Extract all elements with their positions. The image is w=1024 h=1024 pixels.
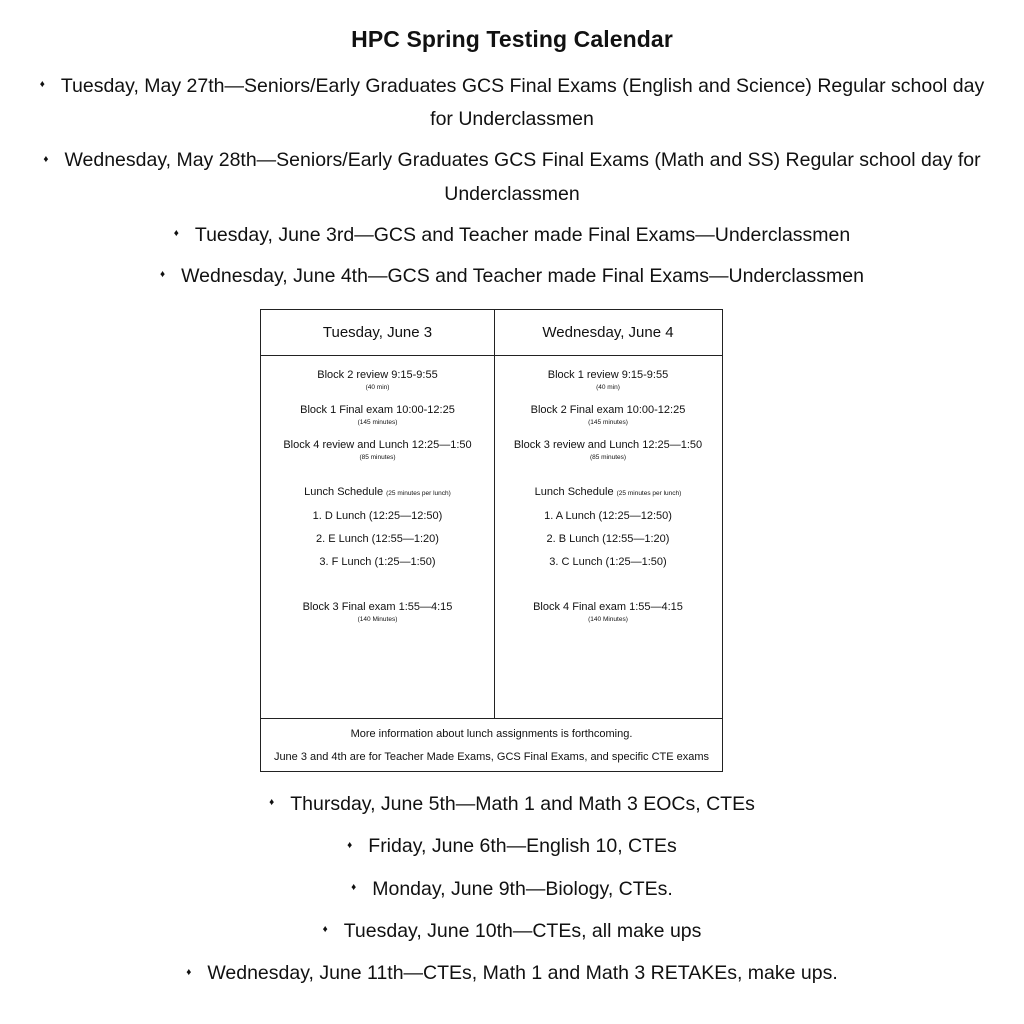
duration-note: (85 minutes) [589,454,627,461]
list-item [0,788,1024,821]
lunch-schedule-title [494,485,722,501]
lunch-note: (25 minutes per lunch) [386,490,451,497]
list-item-text: Tuesday, June 3rd—GCS and Teacher made Final Exams—Underclassmen [194,223,851,246]
list-item-text: Monday, June 9th—Biology, CTEs. [372,877,673,900]
lunch-item: 2. E Lunch (12:55—1:20) [316,533,439,545]
lunch-item: 1. D Lunch (12:25—12:50) [312,510,443,522]
duration-note: (40 min) [365,384,390,391]
duration-note: (145 minutes) [588,419,628,426]
lunch-note: (25 minutes per lunch) [616,490,682,497]
duration-note: (140 Minutes) [357,616,398,623]
review-row: Block 1 review 9:15-9:55 [547,369,669,381]
diamond-bullet-icon: ♦ [269,797,275,809]
diamond-bullet-icon: ♦ [39,79,45,91]
list-item-text: Tuesday, May 27th—Seniors/Early Graduates GCS Final Exams (English and Science) Regular school day for Underclassmen [60,75,985,131]
lunch-schedule-title [261,485,494,501]
final-exam-row: Block 2 Final exam 10:00-12:25 [530,404,686,416]
column-header: Wednesday, June 4 [542,324,674,341]
list-item [0,144,1024,210]
review-lunch-row: Block 4 review and Lunch 12:25—1:50 [283,439,472,451]
lunch-title-text: Lunch Schedule [534,486,614,498]
footer-note: June 3 and 4th are for Teacher Made Exams, GCS Final Exams, and specific CTE exams [273,751,710,763]
footer-note: More information about lunch assignments is forthcoming. [350,728,633,740]
list-item-text: Tuesday, June 10th—CTEs, all make ups [343,920,702,943]
duration-note: (85 minutes) [359,454,396,461]
lunch-title-text: Lunch Schedule [304,486,384,498]
list-item [0,915,1024,948]
list-item [0,219,1024,252]
list-item [0,70,1024,136]
diamond-bullet-icon: ♦ [351,882,357,894]
final-exam-row: Block 3 Final exam 1:55—4:15 [302,601,453,613]
lunch-item: 2. B Lunch (12:55—1:20) [546,533,670,545]
final-exam-row: Block 4 Final exam 1:55—4:15 [533,601,683,613]
diamond-bullet-icon: ♦ [347,839,353,851]
final-exam-row: Block 1 Final exam 10:00-12:25 [300,404,455,416]
diamond-bullet-icon: ♦ [160,269,166,281]
diamond-bullet-icon: ♦ [322,924,328,936]
lunch-item: 3. F Lunch (1:25—1:50) [319,556,436,568]
diamond-bullet-icon: ♦ [186,966,192,978]
wednesday-column [494,310,722,635]
list-item-text: Wednesday, June 4th—GCS and Teacher made Final Exams—Underclassmen [181,265,864,288]
lunch-item: 1. A Lunch (12:25—12:50) [544,510,672,522]
list-item [0,260,1024,293]
review-lunch-row: Block 3 review and Lunch 12:25—1:50 [513,439,703,451]
tuesday-column [261,310,494,635]
page-title: HPC Spring Testing Calendar [351,26,673,52]
schedule-footer [261,719,722,765]
duration-note: (145 minutes) [357,419,398,426]
list-item-text: Wednesday, June 11th—CTEs, Math 1 and Math 3 RETAKEs, make ups. [207,962,838,985]
list-item-text: Friday, June 6th—English 10, CTEs [368,835,677,858]
diamond-bullet-icon: ♦ [173,228,179,240]
list-item [0,830,1024,863]
column-header: Tuesday, June 3 [322,324,433,341]
list-item [0,957,1024,990]
top-schedule-list [0,70,1024,301]
list-item-text: Thursday, June 5th—Math 1 and Math 3 EOCs, CTEs [290,793,755,815]
review-row: Block 2 review 9:15-9:55 [317,369,438,381]
list-item [0,873,1024,906]
exam-schedule-table [260,309,723,772]
list-item-text: Wednesday, May 28th—Seniors/Early Graduates GCS Final Exams (Math and SS) Regular school day for Underclassmen [64,149,981,205]
lunch-item: 3. C Lunch (1:25—1:50) [549,556,667,568]
bottom-schedule-list [0,788,1024,1000]
diamond-bullet-icon: ♦ [43,153,49,165]
duration-note: (140 Minutes) [588,616,628,623]
duration-note: (40 min) [596,384,620,391]
